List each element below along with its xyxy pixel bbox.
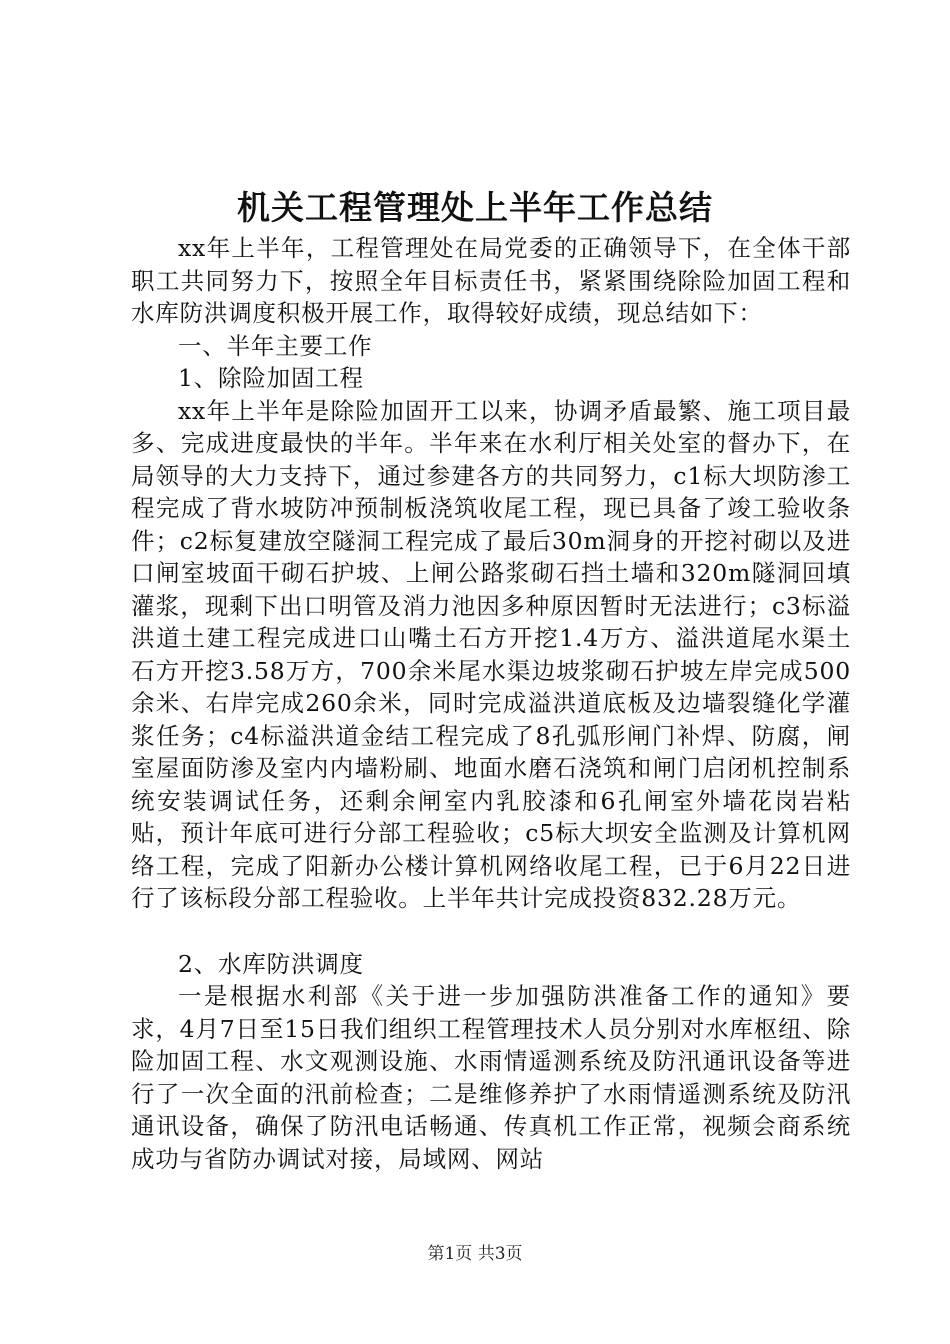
section-heading: 一、半年主要工作 (178, 331, 373, 360)
subsection-heading: 2、水库防洪调度 (178, 949, 364, 978)
page-footer: 第1页 共3页 (427, 1244, 523, 1264)
subsection-heading: 1、除险加固工程 (178, 364, 364, 392)
document-body (131, 232, 851, 1175)
body-paragraph: 一是根据水利部《关于进一步加强防洪准备工作的通知》要求，4月7日至15日我们组织工程管理技术人员分别对水库枢纽、除险加固工程、水文观测设施、水雨情遥测系统及防汛通讯设备等进行了一次全面的汛前检查；二是维修养护了水雨情遥测系统及防汛通讯设备，确保了防汛电话畅通、传真机工作正常，视频会商系统成功与省防办调试对接，局域网、网站 (131, 982, 851, 1173)
intro-paragraph: xx年上半年，工程管理处在局党委的正确领导下，在全体干部职工共同努力下，按照全年目标责任书，紧紧围绕除险加固工程和水库防洪调度积极开展工作，取得较好成绩，现总结如下： (131, 234, 851, 327)
body-paragraph: xx年上半年是除险加固开工以来，协调矛盾最繁、施工项目最多、完成进度最快的半年。半年来在水利厅相关处室的督办下，在局领导的大力支持下，通过参建各方的共同努力，c1标大坝防渗工程完成了背水坡防冲预制板浇筑收尾工程，现已具备了竣工验收条件；c2标复建放空隧洞工程完成了最后30m洞身的开挖衬砌以及进口闸室坡面干砌石护坡、上闸公路浆砌石挡土墙和320m隧洞回填灌浆，现剩下出口明管及消力池因多种原因暂时无法进行；c3标溢洪道土建工程完成进口山嘴土石方开挖1.4万方、溢洪道尾水渠土石方开挖3.58万方，700余米尾水渠边坡浆砌石护坡左岸完成500余米、右岸完成260余米，同时完成溢洪道底板及边墙裂缝化学灌浆任务；c4标溢洪道金结工程完成了8孔弧形闸门补焊、防腐，闸室屋面防渗及室内内墙粉刷、地面水磨石浇筑和闸门启闭机控制系统安装调试任务，还剩余闸室内乳胶漆和6孔闸室外墙花岗岩粘贴，预计年底可进行分部工程验收；c5标大坝安全监测及计算机网络工程，完成了阳新办公楼计算机网络收尾工程，已于6月22日进行了该标段分部工程验收。上半年共计完成投资832.28万元。 (131, 396, 851, 912)
document-title: 机关工程管理处上半年工作总结 (237, 188, 713, 227)
